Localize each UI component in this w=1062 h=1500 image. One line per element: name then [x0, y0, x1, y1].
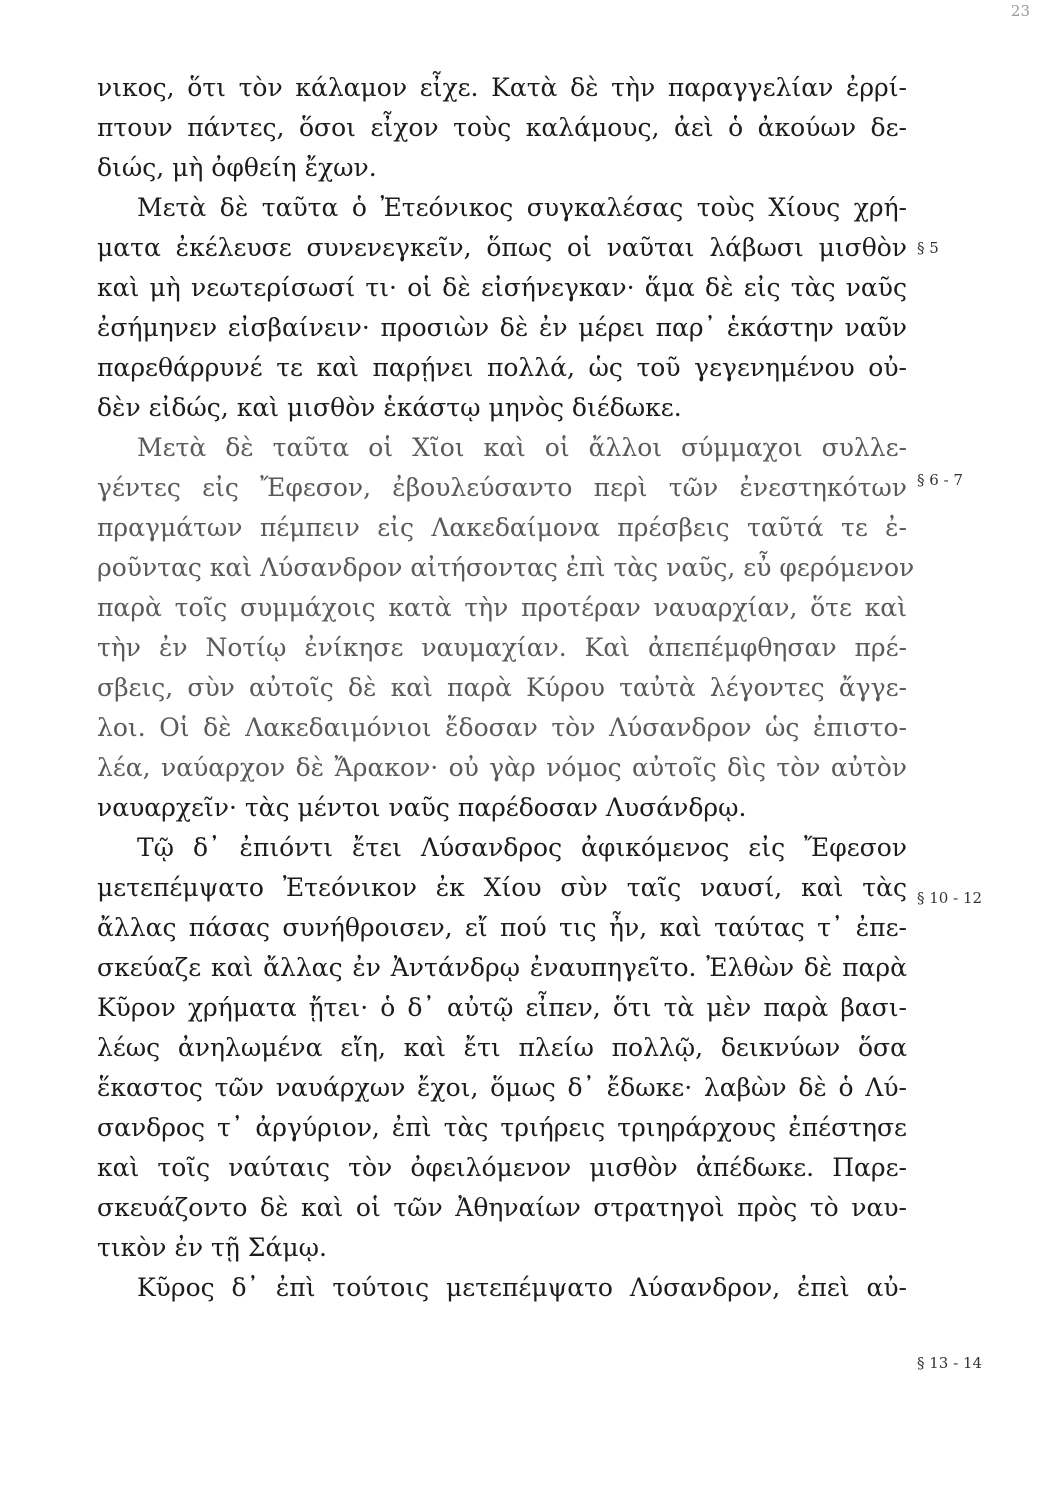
text-line: σανδρος τ᾽ ἀργύριον, ἐπὶ τὰς τριήρεις τριηράρχους ἐπέστησε [97, 1113, 907, 1142]
text-line: καὶ τοῖς ναύταις τὸν ὀφειλόμενον μισθὸν ἀπέδωκε. Παρε- [97, 1153, 907, 1182]
text-line: ἕκαστος τῶν ναυάρχων ἔχοι, ὅμως δ᾽ ἔδωκε· λαβὼν δὲ ὁ Λύ- [97, 1073, 907, 1102]
text-line: καὶ μὴ νεωτερίσωσί τι· οἱ δὲ εἰσήνεγκαν· ἅμα δὲ εἰς τὰς ναῦς [97, 273, 907, 302]
section-marker: § 10 - 12 [917, 889, 983, 907]
text-line: σβεις, σὺν αὐτοῖς δὲ καὶ παρὰ Κύρου ταὐτὰ λέγοντες ἄγγε- [97, 673, 907, 702]
text-line: παρὰ τοῖς συμμάχοις κατὰ τὴν προτέραν ναυαρχίαν, ὅτε καὶ [97, 593, 907, 622]
text-line: Κῦρον χρήματα ᾔτει· ὁ δ᾽ αὐτῷ εἶπεν, ὅτι τὰ μὲν παρὰ βασι- [97, 993, 907, 1022]
text-line: διώς, μὴ ὀφθείη ἔχων. [97, 153, 377, 182]
text-line: μετεπέμψατο Ἐτεόνικον ἐκ Χίου σὺν ταῖς ναυσί, καὶ τὰς [97, 873, 907, 902]
text-line: γέντες εἰς Ἔφεσον, ἐβουλεύσαντο περὶ τῶν ἐνεστηκότων [97, 473, 907, 502]
text-line: σκεύαζε καὶ ἄλλας ἐν Ἀντάνδρῳ ἐναυπηγεῖτο. Ἐλθὼν δὲ παρὰ [97, 953, 907, 982]
section-marker: § 13 - 14 [917, 1354, 983, 1372]
section-marker: § 6 - 7 [917, 471, 963, 489]
text-line: ματα ἐκέλευσε συνενεγκεῖν, ὅπως οἱ ναῦται λάβωσι μισθὸν [97, 233, 907, 262]
text-line: παρεθάρρυνέ τε καὶ παρῄνει πολλά, ὡς τοῦ γεγενημένου οὐ- [97, 353, 907, 382]
section-marker: § 5 [917, 239, 939, 257]
text-line: τὴν ἐν Νοτίῳ ἐνίκησε ναυμαχίαν. Καὶ ἀπεπέμφθησαν πρέ- [97, 633, 907, 662]
text-line: ναυαρχεῖν· τὰς μέντοι ναῦς παρέδοσαν Λυσάνδρῳ. [97, 793, 747, 822]
text-line: λοι. Οἱ δὲ Λακεδαιμόνιοι ἔδοσαν τὸν Λύσανδρον ὡς ἐπιστο- [97, 713, 907, 742]
text-line: Μετὰ δὲ ταῦτα ὁ Ἐτεόνικος συγκαλέσας τοὺς Χίους χρή- [137, 193, 907, 222]
text-line: Τῷ δ᾽ ἐπιόντι ἔτει Λύσανδρος ἀφικόμενος εἰς Ἔφεσον [137, 833, 907, 862]
text-line: ἄλλας πάσας συνήθροισεν, εἴ πού τις ἦν, καὶ ταύτας τ᾽ ἐπε- [97, 913, 907, 942]
text-line: νικος, ὅτι τὸν κάλαμον εἶχε. Κατὰ δὲ τὴν παραγγελίαν ἐρρί- [97, 73, 907, 102]
text-line: Μετὰ δὲ ταῦτα οἱ Χῖοι καὶ οἱ ἄλλοι σύμμαχοι συλλε- [137, 433, 907, 462]
page-number: 23 [1010, 2, 1030, 20]
text-line: ροῦντας καὶ Λύσανδρον αἰτήσοντας ἐπὶ τὰς ναῦς, εὖ φερόμενον [97, 553, 915, 582]
text-line: σκευάζοντο δὲ καὶ οἱ τῶν Ἀθηναίων στρατηγοὶ πρὸς τὸ ναυ- [97, 1193, 907, 1222]
text-line: ἐσήμηνεν εἰσβαίνειν· προσιὼν δὲ ἐν μέρει παρ᾽ ἑκάστην ναῦν [97, 313, 907, 342]
text-line: λέα, ναύαρχον δὲ Ἄρακον· οὐ γὰρ νόμος αὐτοῖς δὶς τὸν αὐτὸν [97, 753, 907, 782]
text-line: τικὸν ἐν τῇ Σάμῳ. [97, 1233, 327, 1262]
text-line: Κῦρος δ᾽ ἐπὶ τούτοις μετεπέμψατο Λύσανδρον, ἐπεὶ αὐ- [137, 1273, 907, 1302]
text-line: πραγμάτων πέμπειν εἰς Λακεδαίμονα πρέσβεις ταῦτά τε ἐ- [97, 513, 907, 542]
text-line: δὲν εἰδώς, καὶ μισθὸν ἑκάστῳ μηνὸς διέδωκε. [97, 393, 682, 422]
body-text [97, 68, 915, 1308]
text-line: πτουν πάντες, ὅσοι εἶχον τοὺς καλάμους, ἀεὶ ὁ ἀκούων δε- [97, 113, 907, 142]
text-line: λέως ἀνηλωμένα εἴη, καὶ ἔτι πλείω πολλῷ, δεικνύων ὅσα [97, 1033, 907, 1062]
